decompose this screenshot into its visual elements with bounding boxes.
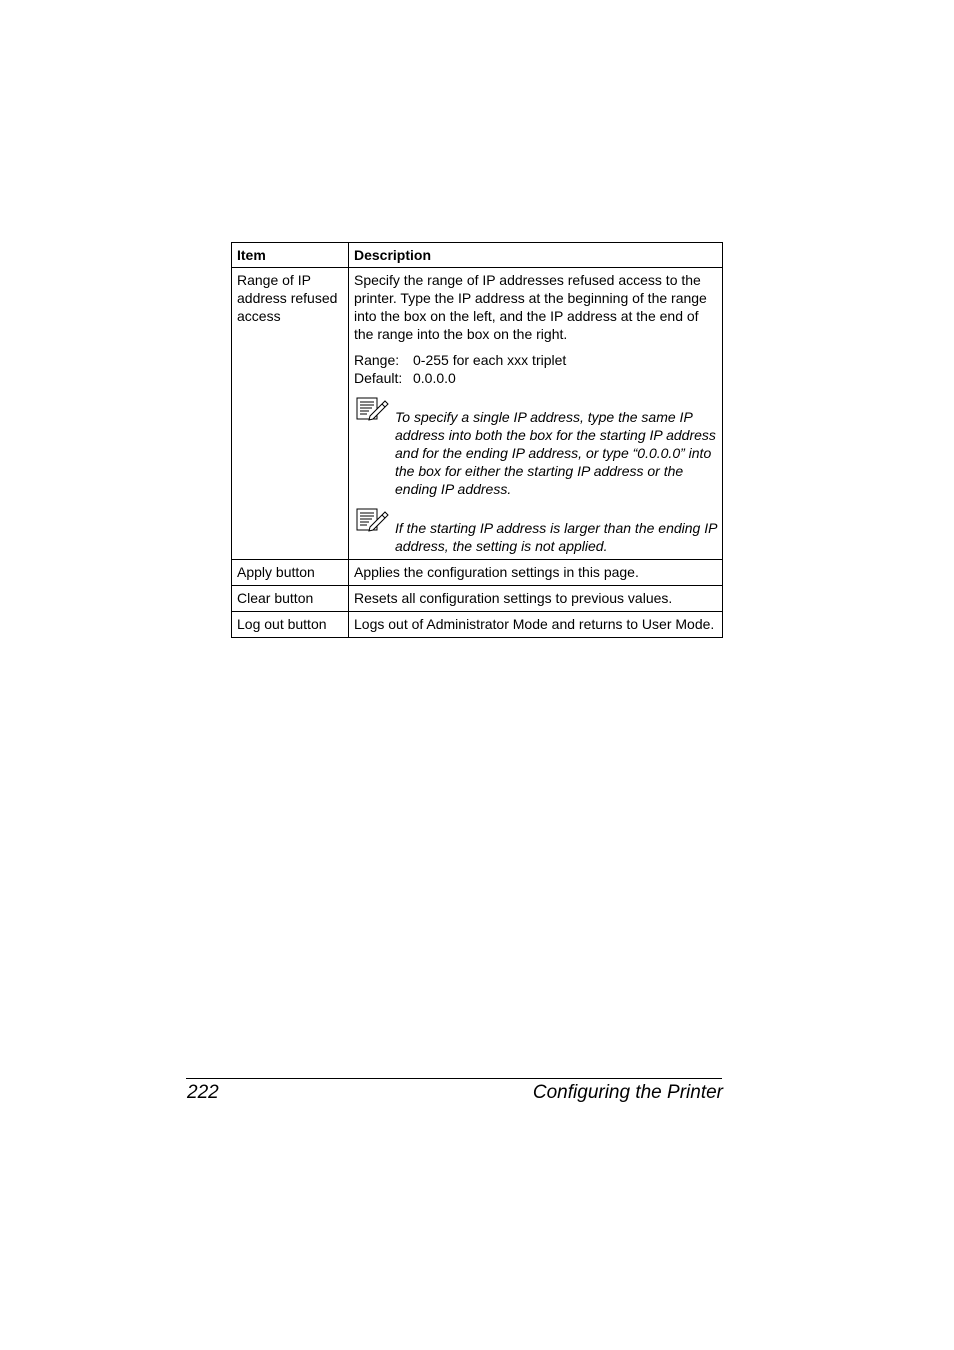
description-cell — [349, 268, 723, 560]
range-value: 0-255 for each xxx triplet — [413, 352, 567, 368]
description-text: Specify the range of IP addresses refused access to the printer. Type the IP address at the beginning of the range into the box on the left, and the IP address at the end of the range into the box on the right. — [354, 272, 707, 342]
table-row — [232, 268, 723, 560]
description-cell: Applies the configuration settings in this page. — [349, 560, 723, 586]
range-label: Range: — [354, 352, 400, 368]
note — [354, 397, 719, 498]
table-row — [232, 612, 723, 638]
note-pencil-icon — [356, 397, 389, 421]
note — [354, 508, 719, 555]
description-cell: Logs out of Administrator Mode and returns to User Mode. — [349, 612, 723, 638]
table-header-row — [232, 243, 723, 268]
note-text: To specify a single IP address, type the same IP address into both the box for the starting IP address and for the ending IP address, or type “0.0.0.0” into the box for either the starting IP address or the ending IP address. — [395, 409, 716, 497]
item-cell: Log out button — [232, 612, 349, 638]
section-title: Configuring the Printer — [532, 1082, 723, 1103]
description-cell: Resets all configuration settings to previous values. — [349, 586, 723, 612]
page-number: 222 — [187, 1082, 219, 1103]
item-cell: Range of IP address refused access — [232, 268, 349, 560]
note-pencil-icon — [356, 508, 389, 532]
range-info — [354, 351, 719, 387]
item-cell: Apply button — [232, 560, 349, 586]
settings-table — [231, 242, 723, 638]
column-header-item: Item — [232, 243, 349, 268]
default-label: Default: — [354, 370, 403, 386]
item-cell: Clear button — [232, 586, 349, 612]
default-value: 0.0.0.0 — [413, 370, 456, 386]
footer-divider — [186, 1078, 722, 1079]
note-text: If the starting IP address is larger than the ending IP address, the setting is not applied. — [395, 520, 717, 554]
table-row — [232, 586, 723, 612]
column-header-description: Description — [349, 243, 723, 268]
table-row — [232, 560, 723, 586]
